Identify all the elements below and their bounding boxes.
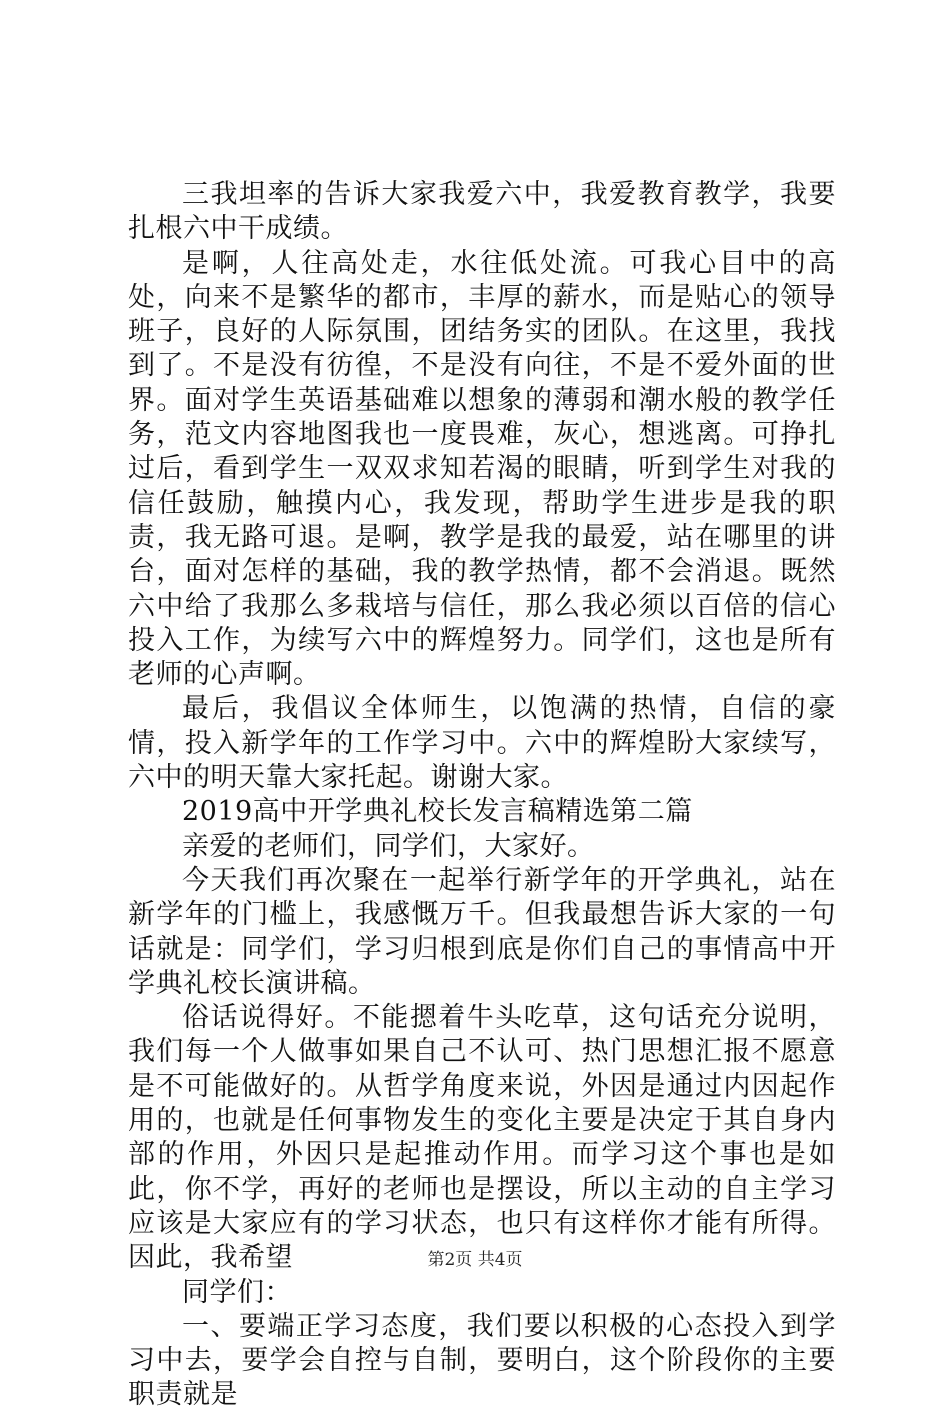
paragraph: 同学们： xyxy=(182,1276,292,1308)
section-heading: 2019高中开学典礼校长发言稿精选第二篇 xyxy=(182,796,693,828)
salutation: 亲爱的老师们，同学们，大家好。 xyxy=(182,830,595,862)
paragraph: 今天我们再次聚在一起举行新学年的开学典礼，站在新学年的门槛上，我感慨万千。但我最想告诉大家的一句话就是：同学们，学习归根到底是你们自己的事情高中开学典礼校长演讲稿。 xyxy=(128,864,836,999)
paragraph: 俗话说得好。不能摁着牛头吃草，这句话充分说明，我们每一个人做事如果自己不认可、热门思想汇报不愿意是不可能做好的。从哲学角度来说，外因是通过内因起作用的，也就是任何事物发生的变化主要是决定于其自身内部的作用，外因只是起推动作用。而学习这个事也是如此，你不学，再好的老师也是摆设，所以主动的自主学习应该是大家应有的学习状态，也只有这样你才能有所得。因此，我希望 xyxy=(128,1002,836,1274)
document-body xyxy=(128,178,836,1413)
paragraph: 最后，我倡议全体师生，以饱满的热情，自信的豪情，投入新学年的工作学习中。六中的辉煌盼大家续写，六中的明天靠大家托起。谢谢大家。 xyxy=(128,693,836,794)
paragraph: 是啊，人往高处走，水往低处流。可我心目中的高处，向来不是繁华的都市，丰厚的薪水，而是贴心的领导班子，良好的人际氛围，团结务实的团队。在这里，我找到了。不是没有彷徨，不是没有向往，不是不爱外面的世界。面对学生英语基础难以想象的薄弱和潮水般的教学任务，范文内容地图我也一度畏难，灰心，想逃离。可挣扎过后，看到学生一双双求知若渴的眼睛，听到学生对我的信任鼓励，触摸内心，我发现，帮助学生进步是我的职责，我无路可退。是啊，教学是我的最爱，站在哪里的讲台，面对怎样的基础，我的教学热情，都不会消退。既然六中给了我那么多栽培与信任，那么我必须以百倍的信心投入工作，为续写六中的辉煌努力。同学们，这也是所有老师的心声啊。 xyxy=(128,247,836,691)
paragraph: 三我坦率的告诉大家我爱六中，我爱教育教学，我要扎根六中干成绩。 xyxy=(128,179,836,245)
paragraph: 一、要端正学习态度，我们要以积极的心态投入到学习中去，要学会自控与自制，要明白，这个阶段你的主要职责就是 xyxy=(128,1310,836,1411)
page-footer: 第2页 共4页 xyxy=(427,1250,523,1270)
